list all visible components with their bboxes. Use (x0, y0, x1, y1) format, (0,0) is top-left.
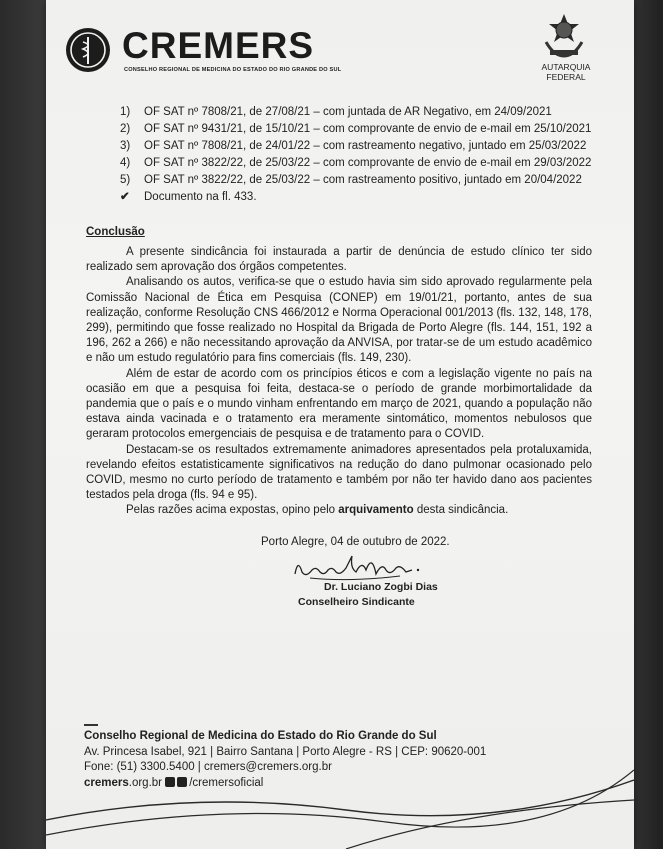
background-left (0, 0, 48, 849)
footer-divider (84, 724, 98, 726)
signer-name: Dr. Luciano Zogbi Dias (324, 581, 438, 593)
national-seal-icon (540, 12, 588, 58)
document-page (46, 0, 634, 849)
list-item: 3) OF SAT nº 7808/21, de 24/01/22 – com rastreamento negativo, juntado em 25/03/2022 (120, 140, 587, 152)
date-line: Porto Alegre, 04 de outubro de 2022. (261, 536, 450, 548)
list-item: ✔ Documento na fl. 433. (120, 189, 591, 206)
caduceus-icon (66, 28, 110, 72)
list-item: 2) OF SAT nº 9431/21, de 15/10/21 – com comprovante de envio de e-mail em 25/10/2021 (120, 123, 592, 135)
list-item: 5) OF SAT nº 3822/22, de 25/03/22 – com rastreamento positivo, juntado em 20/04/2022 (120, 174, 582, 186)
footer-phone: Fone: (51) 3300.5400 | cremers@cremers.org.br (84, 761, 332, 773)
autarquia-label: AUTARQUIA FEDERAL (541, 62, 591, 82)
signer-role: Conselheiro Sindicante (298, 596, 415, 608)
reference-list (120, 104, 591, 206)
conclusion-heading: Conclusão (86, 226, 145, 238)
conclusion-body (86, 245, 592, 519)
footer-org: Conselho Regional de Medicina do Estado do Rio Grande do Sul (84, 730, 437, 742)
list-item: 4) OF SAT nº 3822/22, de 25/03/22 – com comprovante de envio de e-mail em 29/03/2022 (120, 157, 592, 169)
footer-web: cremers.org.br /cremersoficial (84, 776, 264, 789)
paragraph: Além de estar de acordo com os princípios éticos e com a legislação vigente no país na ocasião em que a pesquisa foi feita, destaca-se o período de grande morbimortalidade da pandemia que o país e o mundo vinham enfrentando em março de 2021, quando a população não estava ainda vacinada e o tratamento era meramente sintomático, momentos nebulosos que geraram protocolos emergenciais de pesquisa e de tratamento para o COVID. (86, 367, 592, 441)
list-item: 1) OF SAT nº 7808/21, de 27/08/21 – com juntada de AR Negativo, em 24/09/2021 (120, 106, 552, 118)
logo-subtitle: CONSELHO REGIONAL DE MEDICINA DO ESTADO DO RIO GRANDE DO SUL (124, 67, 342, 73)
logo-wordmark: CREMERS (122, 25, 315, 66)
footer-wave-decoration (46, 750, 634, 849)
cremers-logo (66, 25, 342, 78)
checkmark-icon: ✔ (120, 191, 130, 203)
paragraph: Analisando os autos, verifica-se que o estudo havia sim sido aprovado regularmente pela Comissão Nacional de Ética em Pesquisa (CONEP) em 19/01/21, portanto, antes de sua realização, conforme Resolução CNS 466/2012 e Norma Operacional 001/2013 (fls. 132, 148, 178, 299), permitindo que fosse realizado no Hospital da Brigada de Porto Alegre (fls. 144, 151, 192 a 196, 262 a 266) e não necessitando aprovação da ANVISA, por tratar-se de um estudo acadêmico e não um estudo regulatório para fins comerciais (fls. 149, 230). (86, 276, 592, 365)
paragraph: Pelas razões acima expostas, opino pelo arquivamento desta sindicância. (126, 504, 509, 517)
footer-address: Av. Princesa Isabel, 921 | Bairro Santana | Porto Alegre - RS | CEP: 90620-001 (84, 745, 487, 758)
paragraph: A presente sindicância foi instaurada a partir de denúncia de estudo clínico ter sido realizado sem aprovação dos órgãos competentes. (86, 246, 592, 274)
paragraph: Destacam-se os resultados extremamente animadores apresentados pela protaluxamida, revelando efeitos estatisticamente significativos na redução do dano pulmonar ocasionado pelo COVID, mesmo no curto período de tratamento e também por não ter havido dano aos pacientes testados pela droga (fls. 94 e 95). (86, 443, 592, 502)
